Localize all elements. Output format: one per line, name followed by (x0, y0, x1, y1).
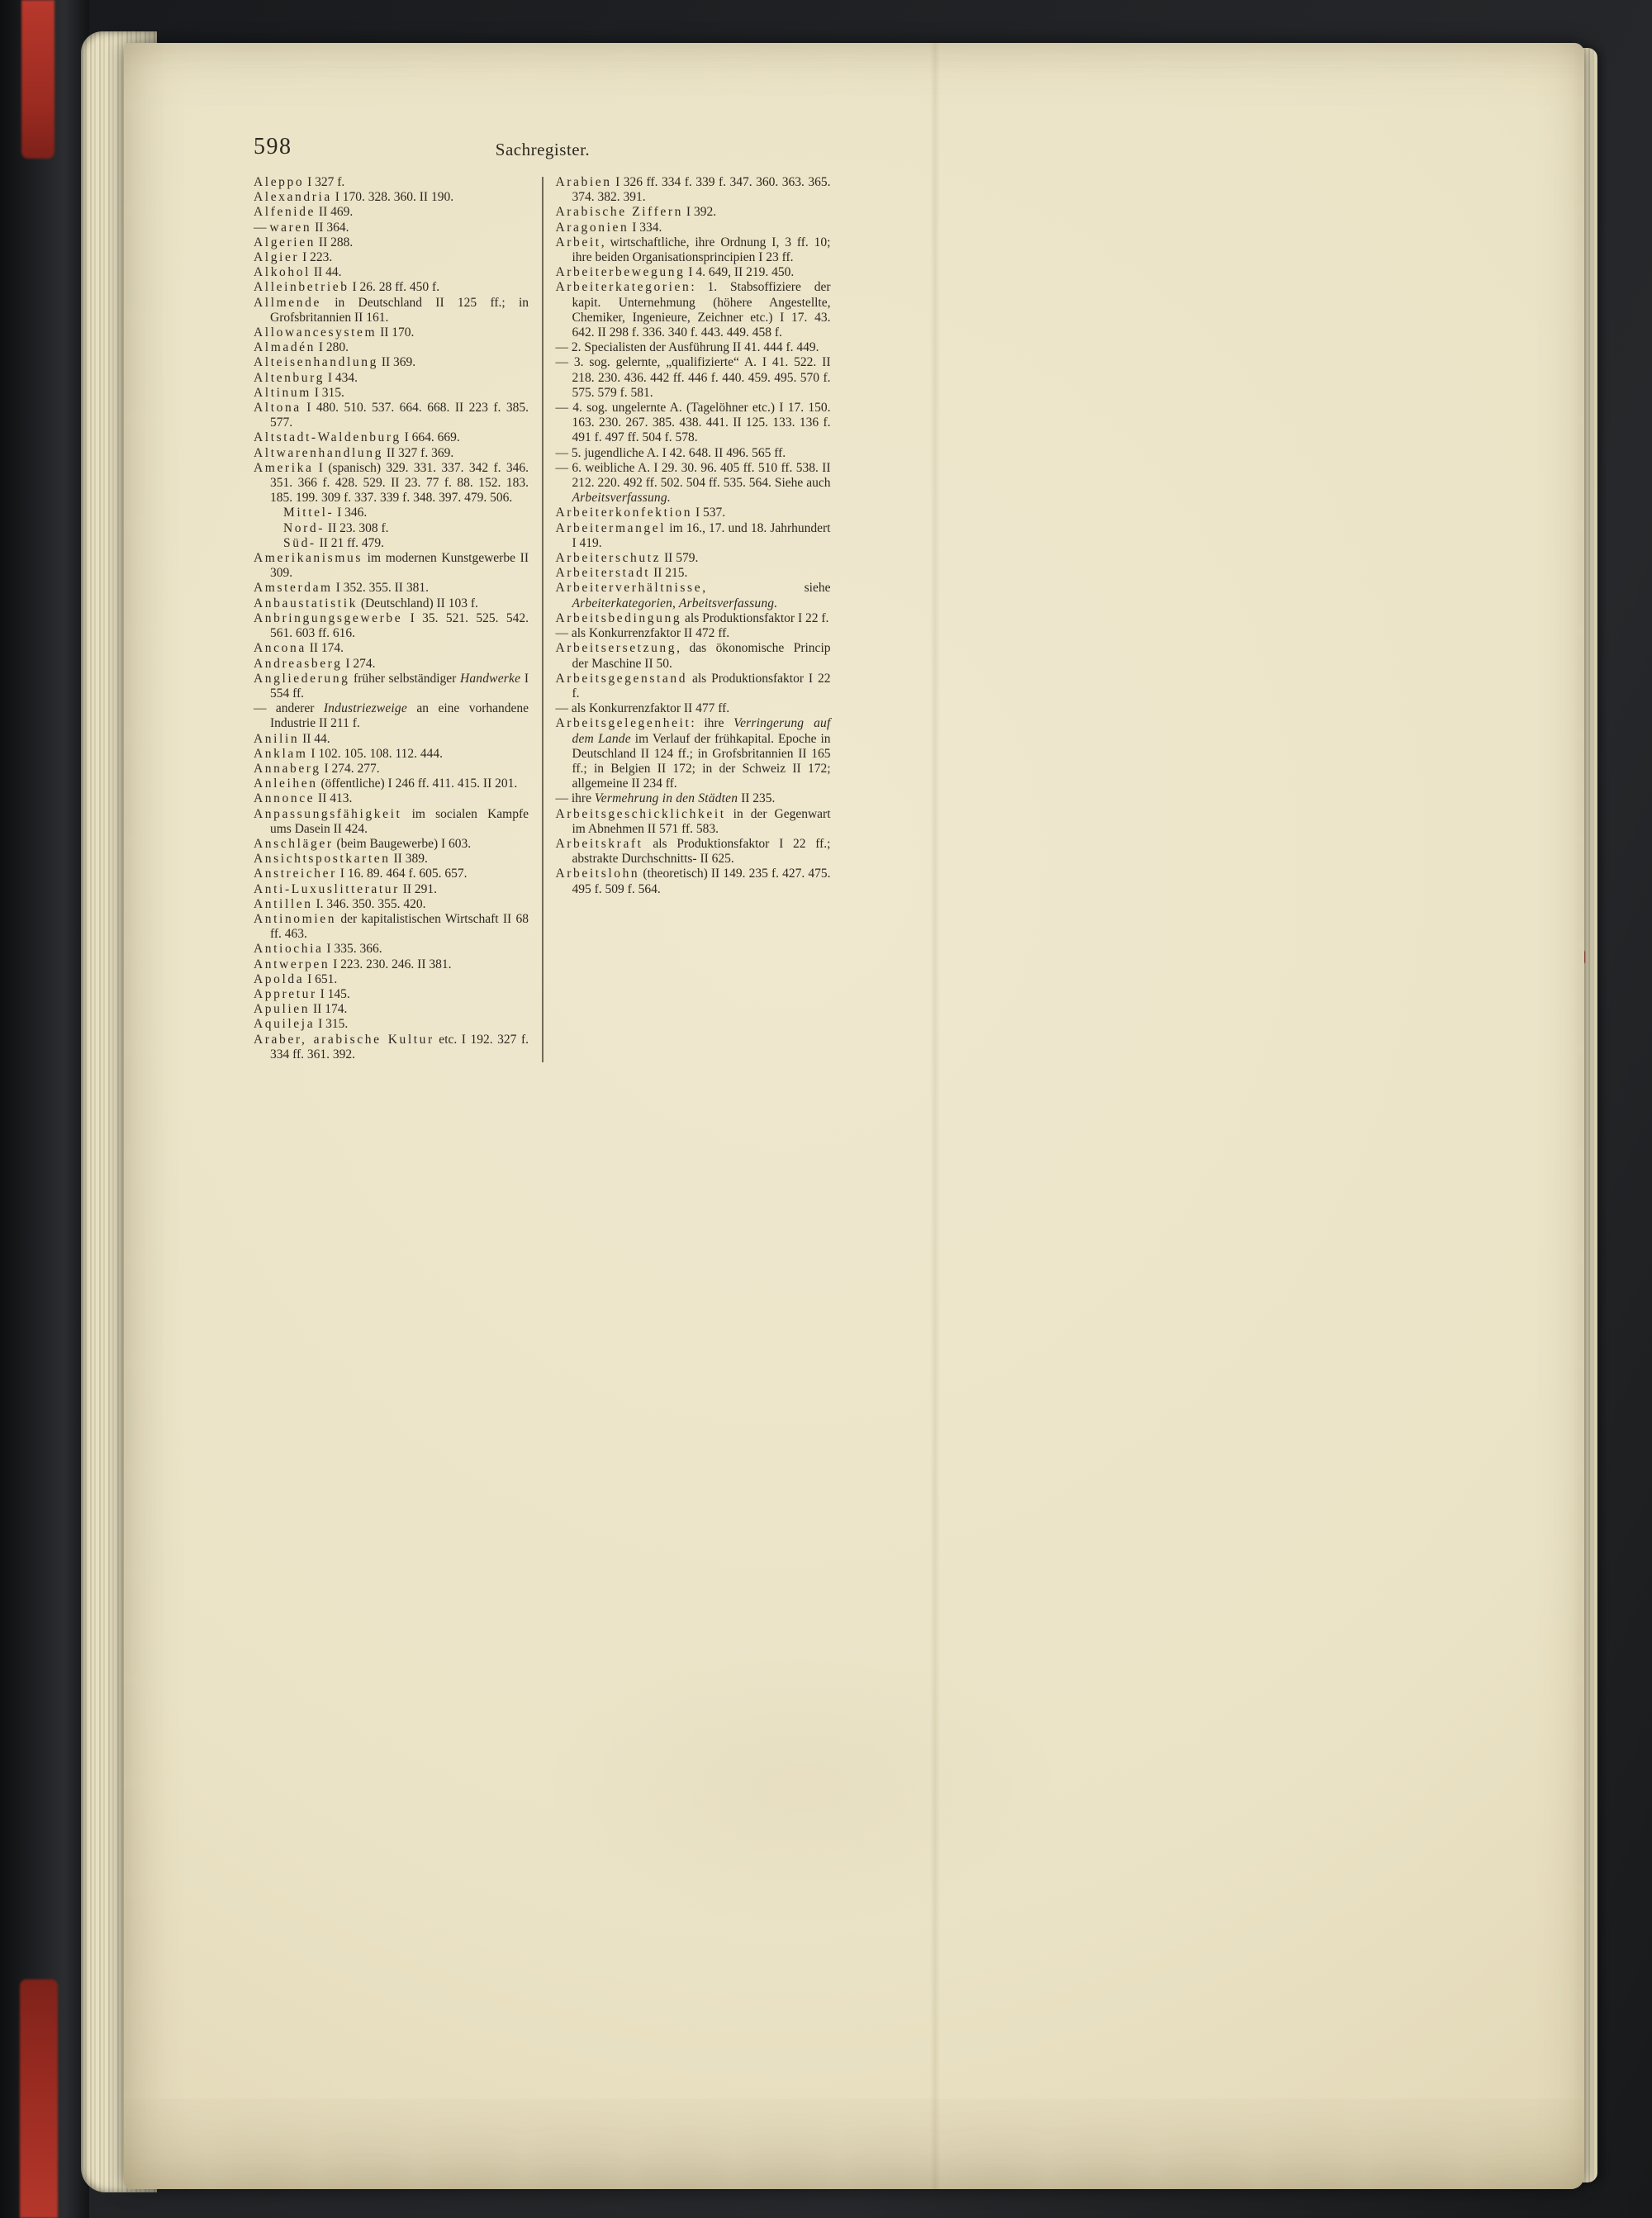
index-entry (254, 791, 529, 806)
index-entry (254, 506, 529, 520)
page-header (254, 132, 832, 175)
index-entry (254, 942, 529, 957)
entry-headword: Arbeitslohn (555, 867, 640, 881)
entry-text: I 480. 510. 537. 664. 668. II 223 f. 385. 577. (270, 401, 529, 430)
index-entry (254, 657, 529, 672)
entry-text: I 326 ff. 334 f. 339 f. 347. 360. 363. 365. 374. 382. 391. (572, 175, 831, 205)
entry-text: II 288. (316, 235, 354, 249)
entry-headword: Süd- (283, 535, 316, 550)
index-entry (254, 280, 529, 295)
entry-text: — als Konkurrenzfaktor II 472 ff. (555, 626, 730, 641)
index-entry (556, 566, 831, 581)
index-entry (254, 987, 529, 1002)
entry-text: der kapitalistischen Wirtschaft II 68 ff. 463. (270, 911, 529, 942)
entry-headword: Alkohol (254, 265, 311, 280)
entry-text: I 274. (342, 656, 376, 671)
paper-stain (430, 1570, 1173, 1999)
entry-text: im socialen Kampfe ums Dasein II 424. (270, 806, 529, 836)
entry-headword: Amerika (254, 460, 314, 475)
entry-text: I 16. 89. 464 f. 605. 657. (336, 867, 468, 881)
entry-headword: Alteisenhandlung (254, 355, 378, 370)
index-entry (254, 897, 529, 912)
index-entry (254, 296, 529, 325)
entry-text: als Produktionsfaktor I 22 ff.; abstrakte Durchschnitts- II 625. (572, 836, 831, 867)
index-entry (254, 641, 529, 656)
entry-text: II 215. (650, 566, 688, 581)
index-entry (254, 521, 529, 536)
index-entry (254, 536, 529, 551)
index-entry (254, 777, 529, 791)
entry-text: etc. I 192. 327 f. 334 ff. 361. 392. (270, 1032, 529, 1062)
red-book-edge-top (21, 0, 55, 159)
entry-headword: Antwerpen (254, 957, 330, 971)
index-entry (254, 732, 529, 747)
index-entry (254, 325, 529, 340)
index-entry (254, 1033, 529, 1062)
entry-text: II 327 f. 369. (382, 445, 454, 460)
entry-headword: Aragonien (555, 220, 629, 235)
entry-headword: waren (269, 220, 312, 235)
entry-text: (beim Baugewerbe) I 603. (333, 836, 472, 851)
entry-headword: Antinomien (254, 911, 337, 926)
entry-text: II 369. (377, 355, 416, 370)
index-entry (254, 401, 529, 430)
entry-text: I 352. 355. II 381. (332, 581, 429, 596)
entry-headword: Anbaustatistik (254, 596, 358, 610)
entry-text: — 3. sog. gelernte, „qualifizierte“ A. I 41. 522. II 218. 230. 436. 442 ff. 446 f. 440. 459. 495. 570 f. 575. 579 f. 581. (555, 355, 831, 400)
index-entry (556, 461, 831, 506)
entry-text: II 469. (316, 205, 354, 220)
entry-text: II 44. (299, 731, 330, 746)
entry-text: I 102. 105. 108. 112. 444. (307, 746, 444, 761)
entry-text: I 346. (334, 506, 368, 520)
entry-text: II 389. (390, 852, 428, 867)
entry-reference-italic: Industriezweige (323, 701, 407, 716)
index-entry (254, 221, 529, 235)
entry-headword: Annaberg (254, 761, 321, 776)
index-entry (254, 912, 529, 942)
index-entry (556, 641, 831, 671)
index-entry (254, 1002, 529, 1017)
entry-text: I 327 f. (304, 175, 345, 189)
entry-text: II 291. (399, 881, 438, 896)
entry-headword: Annonce (254, 791, 316, 806)
entry-headword: Arbeiterschutz (555, 551, 662, 566)
index-entry (556, 506, 831, 520)
page-number: 598 (254, 134, 292, 159)
entry-text: — 4. sog. ungelernte A. (Tagelöhner etc.) I 17. 150. 163. 230. 267. 385. 438. 441. II 125. 133. 136 f. 491 f. 497 ff. 504 f. 578. (555, 401, 831, 445)
entry-text: II 174. (310, 1002, 348, 1017)
entry-reference-italic: Vermehrung in den Städten (594, 791, 738, 806)
index-entry (556, 265, 831, 280)
entry-text: : 1. Stabsoffiziere der kapit. Unternehmung (höhere Angestellte, Chemiker, Ingenieure, Zeichner etc.) I 17. 43. 642. II 298 f. 336. 340 f. 443. 449. 458 f. (572, 280, 831, 340)
entry-text: (theoretisch) II 149. 235 f. 427. 475. 495 f. 509 f. 564. (572, 867, 831, 896)
entry-headword: Arbeitsgegenstand (555, 671, 688, 686)
entry-reference-italic: Verringerung auf dem Lande (572, 716, 831, 746)
entry-headword: Arbeiterverhältnisse (555, 581, 703, 596)
entry-headword: Arbeitsbedingung (555, 610, 682, 625)
index-entry (254, 747, 529, 762)
index-entry (254, 882, 529, 897)
entry-headword: Arbeiterstadt (555, 566, 651, 581)
index-entry (254, 672, 529, 701)
entry-headword: Appretur (254, 986, 317, 1001)
index-entry (254, 175, 529, 190)
entry-headword: Anpassungsfähigkeit (254, 806, 402, 821)
entry-headword: Anti-Luxuslitteratur (254, 881, 400, 896)
entry-headword: Mittel- (283, 506, 335, 520)
entry-text: I 223. 230. 246. II 381. (330, 957, 452, 971)
entry-headword: Ansichtspostkarten (254, 852, 391, 867)
entry-text: I (spanisch) 329. 331. 337. 342 f. 346. 351. 366 f. 428. 529. II 23. 77 f. 88. 152. 183. 185. 199. 309 f. 337. 339 f. 348. 397. 479. 506. (270, 460, 529, 506)
entry-headword: Anstreicher (254, 867, 337, 881)
index-entry (254, 957, 529, 972)
entry-headword: Anklam (254, 746, 308, 761)
entry-headword: Arabische Ziffern (555, 205, 684, 220)
index-entry (254, 837, 529, 852)
index-entry (254, 581, 529, 596)
entry-headword: Algier (254, 250, 300, 265)
entry-headword: Arbeiterkategorien (555, 280, 691, 295)
index-column-left (254, 175, 529, 1062)
entry-headword: Altstadt-Waldenburg (254, 430, 401, 445)
entry-headword: Algerien (254, 235, 316, 249)
entry-headword: Alexandria (254, 190, 332, 205)
entry-headword: Antiochia (254, 942, 324, 957)
entry-text: — 2. Specialisten der Ausführung II 41. 444 f. 449. (555, 340, 819, 355)
index-entry (556, 581, 831, 610)
entry-text: I 26. 28 ff. 450 f. (349, 280, 440, 295)
entry-text: — ihre (555, 791, 595, 806)
entry-headword: Apulien (254, 1002, 311, 1017)
entry-headword: Arbeitskraft (555, 836, 643, 851)
entry-headword: Apolda (254, 971, 305, 986)
entry-text: I 223. (299, 250, 333, 265)
entry-text: I 554 ff. (270, 671, 529, 701)
index-entry (254, 762, 529, 777)
entry-text: , wirtschaftliche, ihre Ordnung I, 3 ff. 10; ihre beiden Organisationsprincipien I 23 ff. (572, 235, 831, 265)
entry-text: I 434. (324, 370, 358, 385)
index-entry (556, 355, 831, 401)
entry-headword: Antillen (254, 896, 313, 911)
entry-text: — (254, 220, 270, 235)
entry-headword: Arbeitsgelegenheit (555, 716, 691, 731)
entry-text: — anderer (254, 701, 324, 716)
entry-text: I 651. (304, 971, 338, 986)
entry-text: in der Gegenwart im Abnehmen II 571 ff. 583. (572, 806, 831, 836)
entry-text: — als Konkurrenzfaktor II 477 ff. (555, 701, 730, 716)
entry-text: als Produktionsfaktor I 22 f. (572, 671, 831, 701)
entry-text: II 579. (661, 551, 699, 566)
index-entry (556, 401, 831, 446)
index-entry (254, 355, 529, 370)
index-entry (254, 807, 529, 837)
entry-text: — 6. weibliche A. I 29. 30. 96. 405 ff. 510 ff. 538. II 212. 220. 492 ff. 502. 504 ff. 535. 564. Siehe auch (555, 460, 831, 491)
entry-text: II 364. (311, 220, 349, 235)
entry-headword: Aquileja (254, 1017, 316, 1032)
entry-text: im 16., 17. und 18. Jahrhundert I 419. (572, 520, 831, 550)
index-entry (556, 611, 831, 626)
index-entry (556, 235, 831, 265)
index-entry (254, 386, 529, 401)
entry-text: I 335. 366. (323, 942, 382, 957)
entry-headword: Amsterdam (254, 581, 333, 596)
entry-text: I 664. 669. (401, 430, 460, 445)
entry-text: II 174. (306, 641, 344, 656)
index-entry (254, 265, 529, 280)
index-entry (556, 867, 831, 896)
index-entry (556, 221, 831, 235)
index-entry (556, 340, 831, 355)
entry-headword: Arbeit (555, 235, 601, 249)
index-columns (254, 175, 832, 1062)
entry-text: II 170. (377, 325, 415, 340)
index-entry (254, 340, 529, 355)
entry-headword: Amerikanismus (254, 551, 363, 566)
index-entry (556, 701, 831, 716)
entry-text: in Deutschland II 125 ff.; in Grofsbritannien II 161. (270, 295, 529, 325)
entry-text: I 392. (683, 205, 717, 220)
entry-headword: Anleihen (254, 777, 318, 791)
index-entry (254, 205, 529, 220)
index-entry (254, 852, 529, 867)
entry-text: , siehe (702, 581, 831, 596)
entry-headword: Arbeitsersetzung (555, 641, 677, 656)
entry-text: I 315. (315, 1017, 349, 1032)
index-entry (254, 611, 529, 641)
entry-text: im Verlauf der frühkapital. Epoche in Deutschland II 124 ff.; in Grofsbritannien II 165 ff.; in Belgien II 172; in der Schweiz II 172; allgemeine II 234 ff. (572, 731, 831, 791)
entry-text: II 413. (315, 791, 353, 806)
index-entry (556, 807, 831, 837)
index-entry (254, 371, 529, 386)
entry-headword: Allmende (254, 295, 321, 310)
entry-text: I. 346. 350. 355. 420. (312, 896, 426, 911)
entry-headword: Allowancesystem (254, 325, 377, 340)
index-entry (254, 250, 529, 265)
red-book-edge-bottom (20, 1979, 58, 2218)
entry-text: I 537. (692, 506, 726, 520)
entry-headword: Ancona (254, 641, 306, 656)
index-entry (254, 701, 529, 731)
index-entry (556, 626, 831, 641)
index-entry (254, 235, 529, 250)
entry-text: im modernen Kunstgewerbe II 309. (270, 551, 529, 581)
entry-text: II 44. (311, 265, 342, 280)
entry-headword: Arbeitermangel (555, 520, 667, 535)
entry-headword: Altinum (254, 385, 311, 400)
entry-text: II 235. (738, 791, 776, 806)
entry-text: an eine vorhandene Industrie II 211 f. (270, 701, 529, 731)
index-entry (254, 461, 529, 506)
entry-text: (Deutschland) II 103 f. (357, 596, 478, 610)
index-entry (556, 672, 831, 701)
running-title: Sachregister. (495, 140, 591, 159)
entry-reference-italic: Arbeiterkategorien, Arbeitsverfassung. (572, 596, 778, 610)
index-entry (254, 867, 529, 881)
index-text-block (254, 132, 832, 1062)
index-entry (556, 551, 831, 566)
book-cover-spine (0, 0, 89, 2218)
entry-text: (öffentliche) I 246 ff. 411. 415. II 201. (317, 777, 518, 791)
index-entry (556, 716, 831, 791)
entry-text: I 4. 649, II 219. 450. (685, 265, 795, 280)
entry-text: I 280. (316, 340, 349, 355)
index-column-right (556, 175, 831, 1062)
index-entry (254, 551, 529, 581)
index-entry (254, 596, 529, 611)
index-entry (254, 446, 529, 461)
entry-headword: Almadén (254, 340, 316, 355)
entry-text: I 315. (311, 385, 344, 400)
index-entry (556, 521, 831, 551)
entry-headword: Angliederung (254, 671, 350, 686)
entry-reference-italic: Arbeitsverfassung. (572, 491, 671, 506)
entry-text: I 170. 328. 360. II 190. (331, 190, 454, 205)
entry-headword: Anilin (254, 731, 300, 746)
entry-text: II 23. 308 f. (325, 520, 389, 535)
entry-headword: Alleinbetrieb (254, 280, 349, 295)
entry-headword: Nord- (283, 520, 325, 535)
index-entry (556, 175, 831, 205)
index-entry (556, 205, 831, 220)
entry-headword: Altona (254, 401, 301, 416)
entry-headword: Altwarenhandlung (254, 445, 383, 460)
entry-text: I 274. 277. (320, 761, 380, 776)
index-entry (556, 837, 831, 867)
entry-headword: Arbeiterbewegung (555, 265, 686, 280)
index-entry (556, 280, 831, 340)
entry-headword: Altenburg (254, 370, 325, 385)
index-entry (254, 972, 529, 987)
entry-headword: Aleppo (254, 175, 305, 189)
entry-text: als Produktionsfaktor I 22 f. (681, 610, 829, 625)
entry-text: I 145. (316, 986, 350, 1001)
entry-headword: Arbeitsgeschicklichkeit (555, 806, 726, 821)
entry-text: I 35. 521. 525. 542. 561. 603 ff. 616. (270, 610, 529, 641)
entry-reference-italic: Handwerke (459, 671, 521, 686)
entry-headword: Araber, arabische Kultur (254, 1032, 434, 1047)
entry-text: : ihre (691, 716, 734, 731)
entry-text: II 21 ff. 479. (316, 535, 385, 550)
entry-text: , das ökonomische Princip der Maschine II 50. (572, 641, 831, 671)
entry-headword: Anschläger (254, 836, 334, 851)
entry-text: I 334. (629, 220, 662, 235)
column-divider (542, 177, 544, 1062)
entry-headword: Alfenide (254, 205, 316, 220)
index-entry (556, 791, 831, 806)
index-entry (254, 190, 529, 205)
index-entry (254, 1017, 529, 1032)
index-entry (556, 446, 831, 461)
index-entry (254, 430, 529, 445)
entry-text: — 5. jugendliche A. I 42. 648. II 496. 565 ff. (555, 445, 786, 460)
entry-headword: Anbringungsgewerbe (254, 610, 403, 625)
entry-headword: Arabien (555, 175, 612, 189)
entry-headword: Arbeiterkonfektion (555, 506, 693, 520)
entry-text: früher selbständiger (349, 671, 460, 686)
entry-headword: Andreasberg (254, 656, 343, 671)
